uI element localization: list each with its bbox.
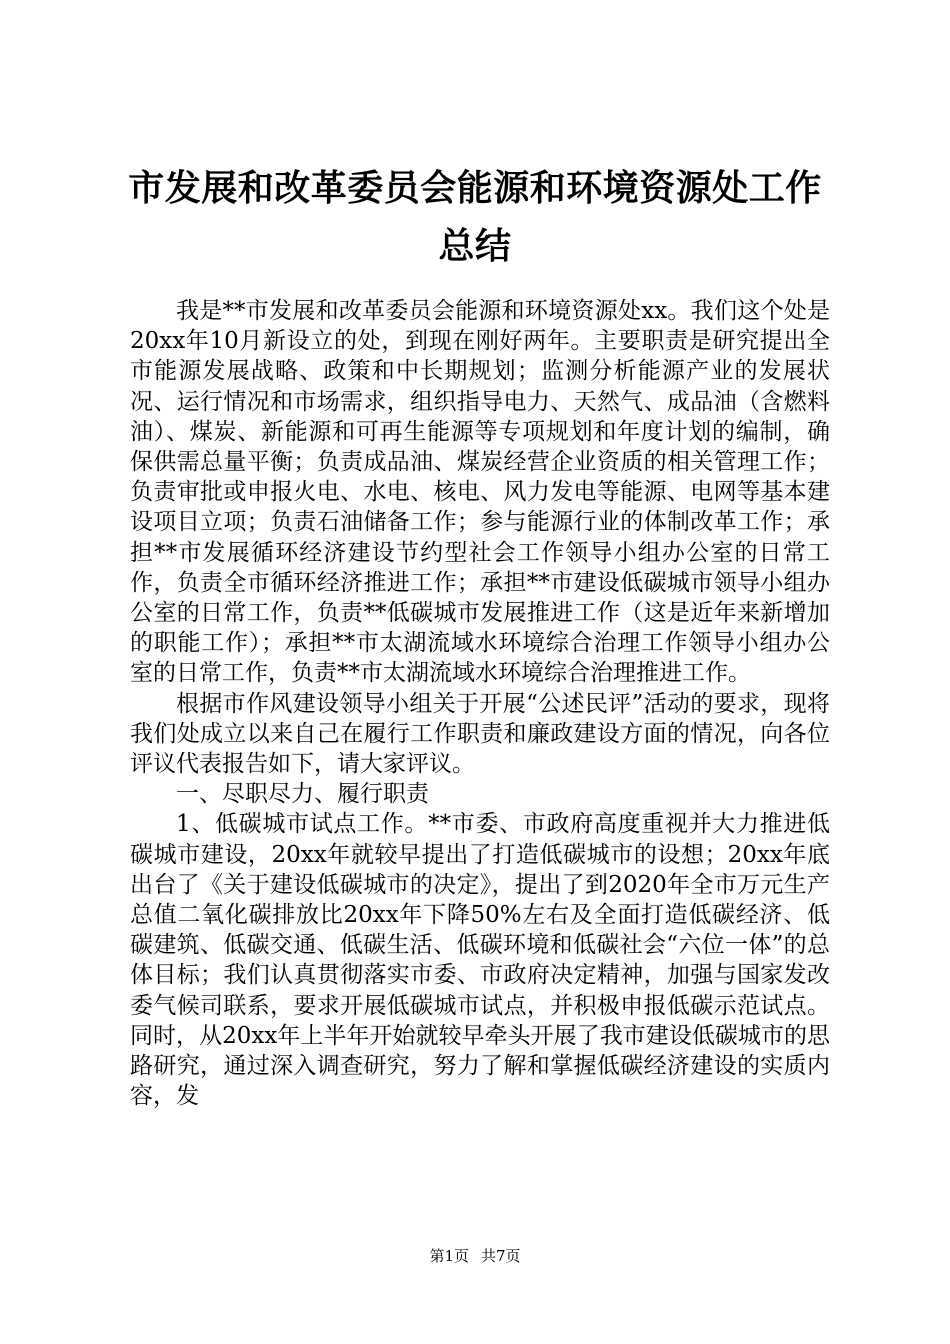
document-body [130, 296, 830, 1111]
page-total: 共7页 [481, 1247, 521, 1265]
page-footer [0, 1246, 950, 1266]
paragraph-report: 根据市作风建设领导小组关于开展“公述民评”活动的要求，现将我们处成立以来自己在履行工作职责和廉政建设方面的情况，向各位评议代表报告如下，请大家评议。 [130, 690, 830, 778]
paragraph-intro: 我是**市发展和改革委员会能源和环境资源处xx。我们这个处是20xx年10月新设立的处，到现在刚好两年。主要职责是研究提出全市能源发展战略、政策和中长期规划；监测分析能源产业的发展状况、运行情况和市场需求，组织指导电力、天然气、成品油（含燃料油）、煤炭、新能源和可再生能源等专项规划和年度计划的编制，确保供需总量平衡；负责成品油、煤炭经营企业资质的相关管理工作；负责审批或申报火电、水电、核电、风力发电等能源、电网等基本建设项目立项；负责石油储备工作；参与能源行业的体制改革工作；承担**市发展循环经济建设节约型社会工作领导小组办公室的日常工作，负责全市循环经济推进工作；承担**市建设低碳城市领导小组办公室的日常工作，负责**低碳城市发展推进工作（这是近年来新增加的职能工作）；承担**市太湖流域水环境综合治理工作领导小组办公室的日常工作，负责**市太湖流域水环境综合治理推进工作。 [130, 298, 830, 687]
page-number: 第1页 [429, 1247, 469, 1265]
section-heading: 一、尽职尽力、履行职责 [176, 781, 429, 808]
document-title: 市发展和改革委员会能源和环境资源处工作总结 [128, 168, 822, 267]
paragraph-low-carbon: 1、低碳城市试点工作。**市委、市政府高度重视并大力推进低碳城市建设，20xx年就较早提出了打造低碳城市的设想；20xx年底出台了《关于建设低碳城市的决定》，提出了到2020年全市万元生产总值二氧化碳排放比20xx年下降50%左右及全面打造低碳经济、低碳建筑、低碳交通、低碳生活、低碳环境和低碳社会“六位一体”的总体目标；我们认真贯彻落实市委、市政府决定精神，加强与国家发改委气候司联系，要求开展低碳城市试点，并积极申报低碳示范试点。同时，从20xx年上半年开始就较早牵头开展了我市建设低碳城市的思路研究，通过深入调查研究，努力了解和掌握低碳经济建设的实质内容，发 [130, 811, 830, 1110]
